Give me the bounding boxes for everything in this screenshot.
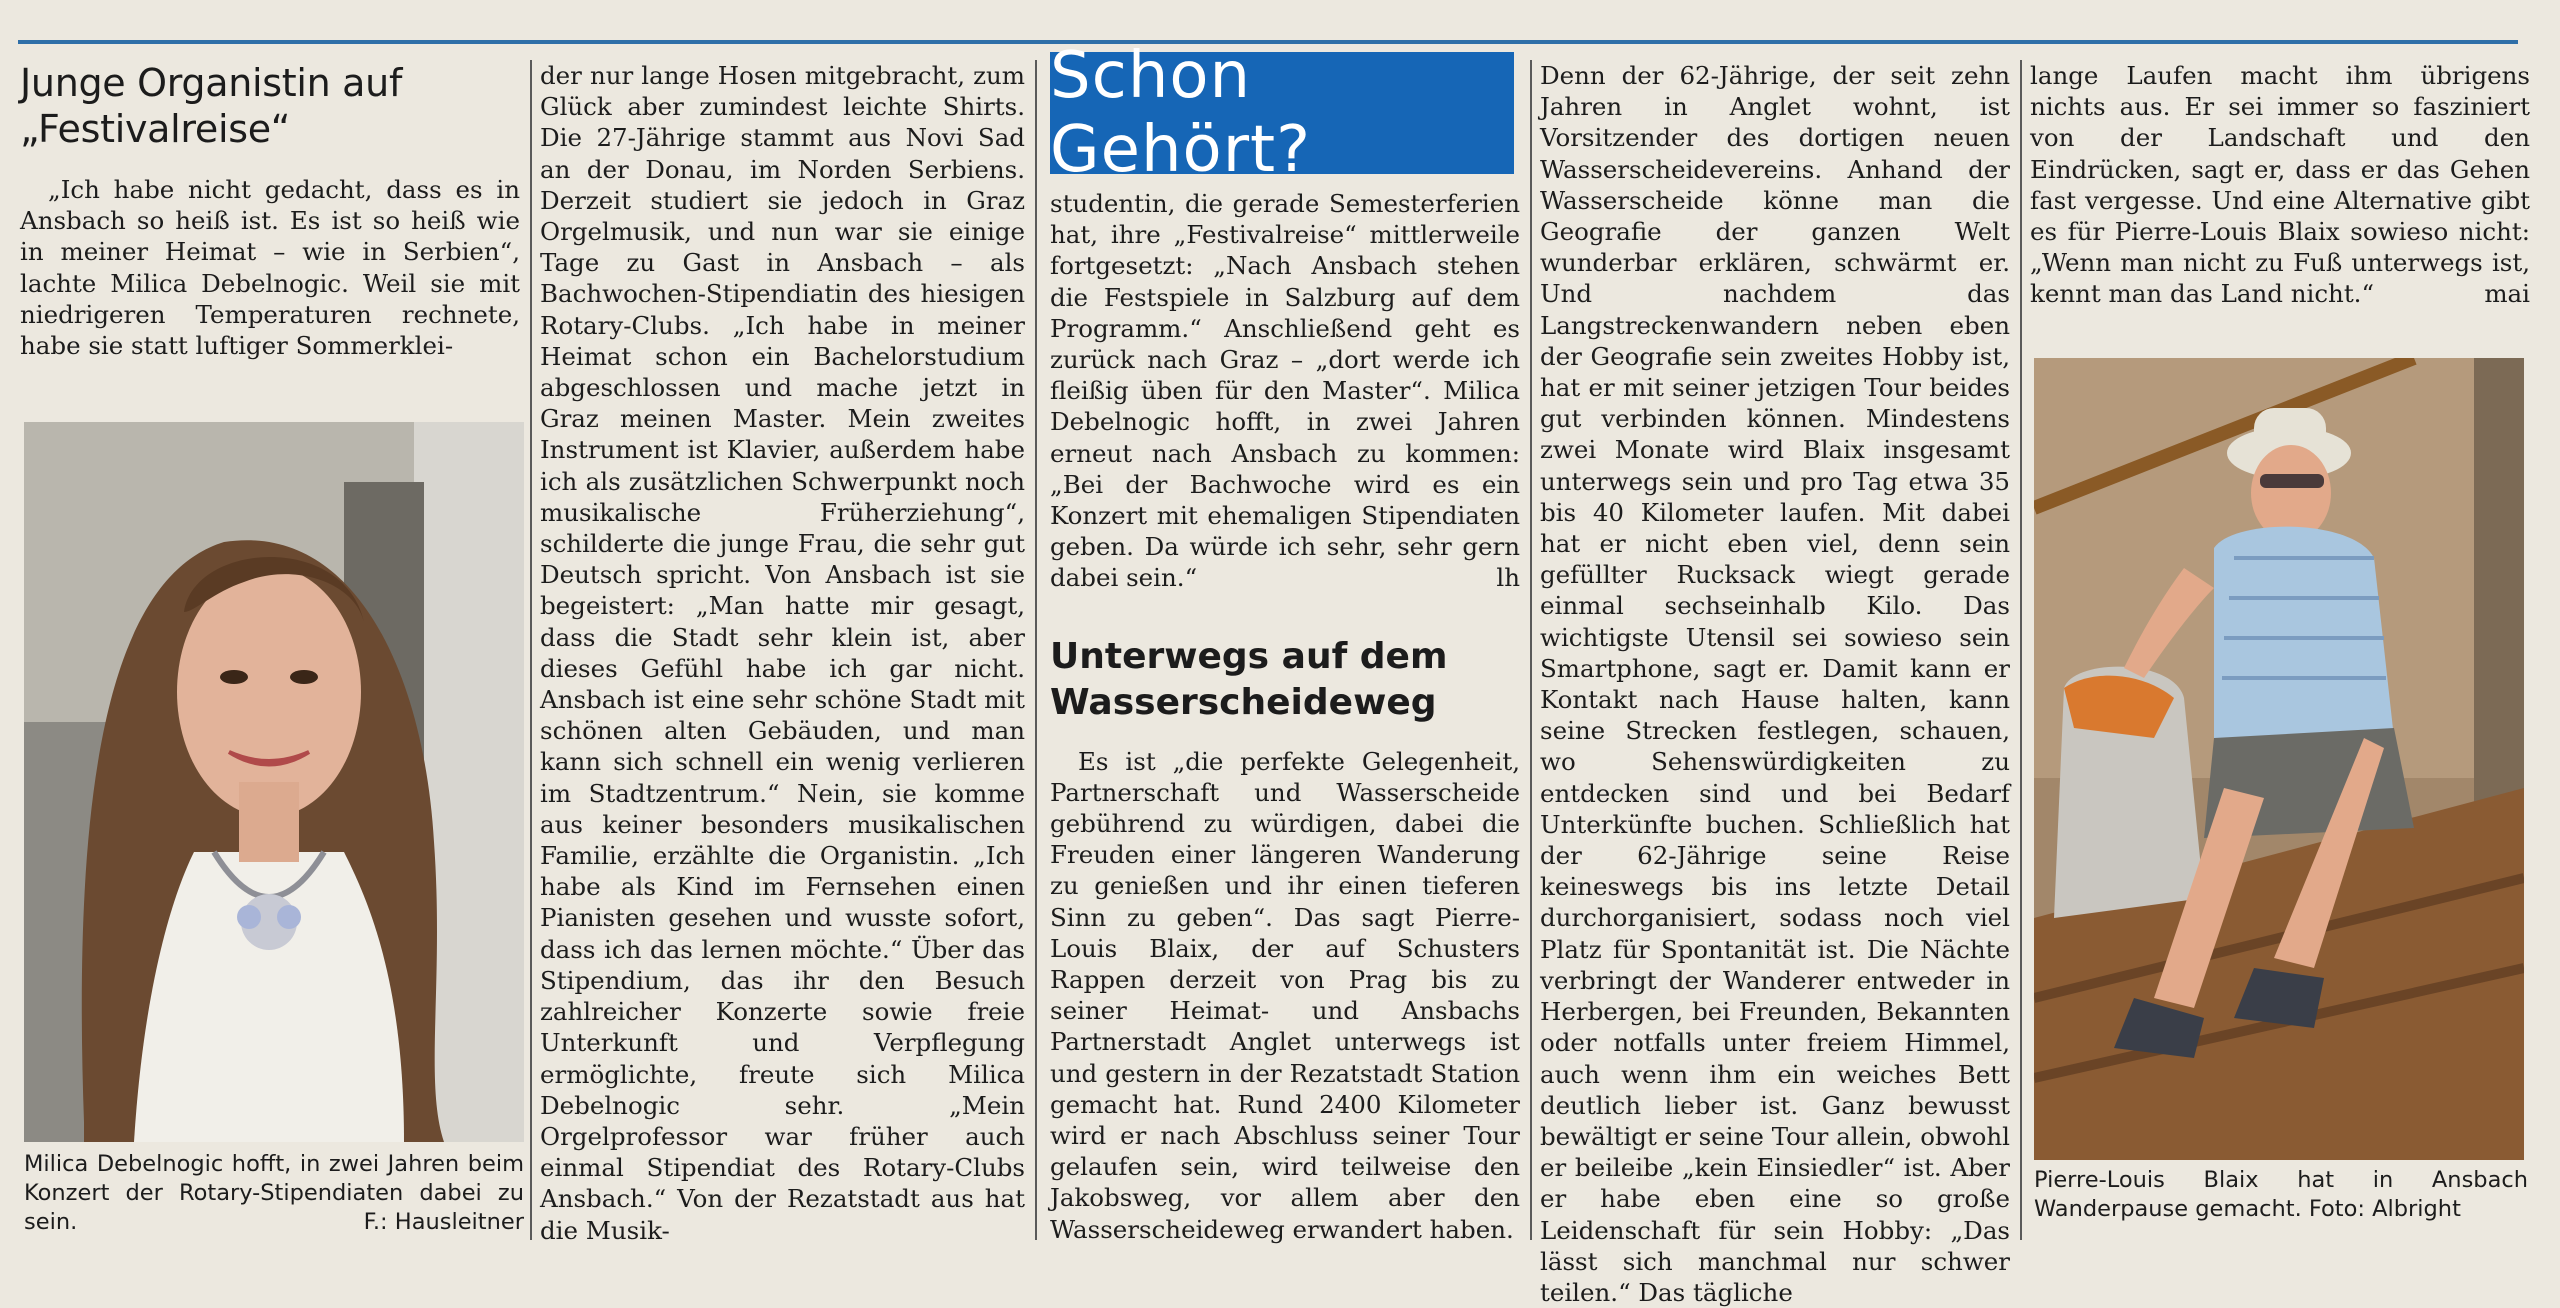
column-divider-2 [1035, 60, 1037, 1240]
column-divider-3 [1530, 60, 1532, 1240]
banner-label: Schon Gehört? [1050, 39, 1312, 187]
caption-col5 [2034, 1166, 2528, 1224]
column-5 [2030, 60, 2530, 310]
author-lh: lh [1496, 563, 1520, 593]
caption-col1 [24, 1150, 524, 1237]
headline-organistin: Junge Organistin auf „Festivalreise“ [20, 61, 403, 151]
article-text-col2: der nur lange Hosen mitgebracht, zum Glück aber zumindest leichte Shirts. Die 27-Jährige stammt aus Novi Sad an der Donau, im Norden Serbiens. Derzeit studiert sie jedoch in Graz Orgelmusik, und nun war sie einige Tage zu Gast in Ansbach – als Bachwochen-Stipendiatin des hiesigen Rotary-Clubs. „Ich habe in meiner Heimat schon ein Bachelorstudium abgeschlossen und mache jetzt in Graz meinen Master. Mein zweites Instrument ist Klavier, außerdem habe ich als zusätzlichen Schwerpunkt noch musikalische Früherziehung“, schilderte die junge Frau, die sehr gut Deutsch spricht. Von Ansbach ist sie begeistert: „Man hatte mir gesagt, dass die Stadt sehr klein ist, aber dieses Gefühl habe ich gar nicht. Ansbach ist eine sehr schöne Stadt mit schönen alten Gebäuden, und man kann sich schnell ein wenig verlieren im Stadtzentrum.“ Nein, sie komme aus keiner besonders musikalischen Familie, erzählte die Organistin. „Ich habe als Kind im Fernsehen einen Pianisten gesehen und wusste sofort, dass ich das lernen möchte.“ Über das Stipendium, das ihr den Besuch zahlreicher Konzerte sowie freie Unterkunft und Verpflegung ermöglichte, freute sich Milica Debelnogic sehr. „Mein Orgelprofessor war früher auch einmal Stipendiat des Rotary-Clubs Ansbach.“ Von der Rezatstadt aus hat die Musik- [540, 61, 1025, 1245]
column-4 [1540, 60, 2010, 1308]
article-text-col4: Denn der 62-Jährige, der seit zehn Jahren in Anglet wohnt, ist Vorsitzender des dortigen neuen Wasserscheidevereins. Anhand der Wasserscheide könne man die Geografie der ganzen Welt wunderbar erklären, schwärmt er. Und nachdem das Langstreckenwandern neben eben der Geografie sein zweites Hobby ist, hat er mit seiner jetzigen Tour beides gut verbinden können. Mindestens zwei Monate wird Blaix insgesamt unterwegs sein und pro Tag etwa 35 bis 40 Kilometer laufen. Mit dabei hat er nicht eben viel, denn sein gefüllter Rucksack wiegt gerade einmal sechseinhalb Kilo. Das wichtigste Utensil sei sowieso sein Smartphone, sagt er. Damit kann er Kontakt nach Hause halten, kann seine Strecken festlegen, schauen, wo Sehenswürdigkeiten zu entdecken sind und bei Bedarf Unterkünfte buchen. Schließlich hat der 62-Jährige seine Reise keineswegs bis ins letzte Detail durchorganisiert, sodass noch viel Platz für Spontanität ist. Die Nächte verbringt der Wanderer entweder in Herbergen, bei Freunden, Bekannten oder notfalls unter freiem Himmel, auch wenn ihm ein weiches Bett deutlich lieber ist. Ganz bewusst bewältigt er seine Tour allein, obwohl er beileibe „kein Einsiedler“ ist. Aber er habe eben eine so große Leidenschaft für sein Hobby: „Das lässt sich manchmal nur schwer teilen.“ Das tägliche [1540, 61, 2010, 1307]
article-text-col5: lange Laufen macht ihm übrigens nichts aus. Er sei immer so fasziniert von der Landschaft und den Eindrücken, sagt er, dass er das Gehen fast vergesse. Und eine Alternative gibt es für Pierre-Louis Blaix sowieso nicht: „Wenn man nicht zu Fuß unterwegs ist, kennt man das Land nicht.“ mai [2030, 61, 2530, 309]
column-3 [1050, 188, 1520, 1245]
headline-wasserscheideweg: Unterwegs auf dem Wasserscheideweg [1050, 635, 1448, 723]
article-text-col1: „Ich habe nicht gedacht, dass es in Ansbach so heiß ist. Es ist so heiß wie in meiner Heimat – wie in Serbien“, lachte Milica Debelnogic. Weil sie mit niedrigeren Temperaturen rechnete, habe sie statt luftiger Sommerklei- [20, 175, 520, 361]
column-divider-1 [530, 60, 532, 1240]
photo-caption-blaix: Pierre-Louis Blaix hat in Ansbach Wanderpause gemacht. Foto: Albright [2034, 1167, 2528, 1222]
banner-schon-gehoert [1050, 39, 1514, 187]
photo-pierre-louis-blaix [2034, 358, 2524, 1160]
article-text-col3-organistin: studentin, die gerade Semesterferien hat, ihre „Festivalreise“ mittlerweile fortgesetzt: „Nach Ansbach stehen die Festspiele in Salzburg auf dem Programm.“ Anschließend geht es zurück nach Graz – „dort werde ich fleißig üben für den Master“. Milica Debelnogic hofft, in zwei Jahren erneut nach Ansbach zu kommen: „Bei der Bachwoche wird es ein Konzert mit ehemaligen Stipendiaten geben. Da würde ich sehr, sehr gern dabei sein.“ lh [1050, 189, 1520, 593]
column-divider-4 [2020, 60, 2022, 1240]
article-text-col3-wanderer: Es ist „die perfekte Gelegenheit, Partnerschaft und Wasserscheide gebührend zu würdigen, dabei die Freuden einer längeren Wanderung zu genießen und ihr einen tieferen Sinn zu geben“. Das sagt Pierre-Louis Blaix, der auf Schusters Rappen derzeit von Prag bis zu seiner Heimat- und Ansbachs Partnerstadt Anglet unterwegs ist und gestern in der Rezatstadt Station gemacht hat. Rund 2400 Kilometer wird er nach Abschluss seiner Tour gelaufen sein, wird teilweise den Jakobsweg, vor allem aber den Wasserscheideweg erwandert haben. [1050, 746, 1520, 1244]
column-1 [20, 60, 520, 361]
photo-milica-debelnogic [24, 422, 524, 1142]
column-2 [540, 60, 1025, 1246]
photo-caption-milica: Milica Debelnogic hofft, in zwei Jahren beim Konzert der Rotary-Stipendiaten dabei zu sein. [24, 1151, 524, 1235]
author-mai: mai [2484, 279, 2530, 309]
photo-credit-hausleitner: F.: Hausleitner [363, 1209, 524, 1235]
